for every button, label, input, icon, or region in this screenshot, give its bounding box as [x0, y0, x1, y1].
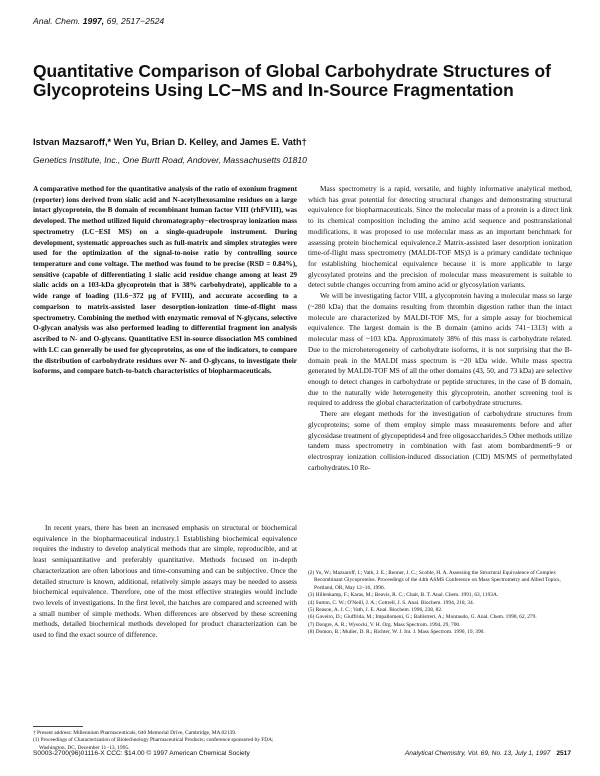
journal-year: 1997,	[82, 16, 105, 26]
page-number: 2517	[556, 750, 571, 757]
reference-item: (3) Hillenkamp, F.; Karas, M.; Beavis, R. C.; Chait, B. T. Anal. Chem. 1991, 63, 1193A.	[308, 592, 499, 599]
body-paragraph: We will be investigating factor VIII, a glycoprotein having a molecular mass so large (~280 kDa) that the domains resulting from thrombin digestion rather than the intact molecule are characterized by MALDI-TOF MS, for a simple assay for biochemical equivalence. The largest domain is the B domain (amino acids 741−1313) with a molecular mass of ~103 kDa. Approximately 38% of this mass is carbohydrate related. Due to the microheterogeneity of carbohydrate isoforms, it is not surprising that the B-domain peak in the MALDI mass spectrum is ~20 kDa wide. While mass spectra generated by MALDI-TOF MS of all the other domains (43, 50, and 73 kDa) are selective enough to detect changes in carbohydrate or peptide structures, in the case of B domain, due to the naturally wide heterogeneity this glycoprotein, another screening tool is required to address the global characterization of carbohydrate structures.	[308, 291, 572, 408]
reference-item: (7) Dongre, A. R.; Wysocki, V. H. Org. Mass Spectrom. 1994, 29, 700.	[308, 621, 461, 628]
reference-item: (5) Reason, A. J. C.; Vath, J. E. Anal. Biochem. 1996, 238, 82.	[308, 607, 443, 614]
reference-item: (6) Gaveiro, D.; Giuffrida, M.; Impallomeni, G.; Ballistreri, A.; Montaudo, G. Anal. Chem. 1990, 62, 279.	[308, 614, 537, 621]
footnote: † Present address: Millennium Pharmaceuticals, 640 Memorial Drive, Cambridge, MA 02139.	[33, 730, 237, 736]
right-column-body	[308, 184, 572, 473]
abstract: A comparative method for the quantitative analysis of the ratio of oxonium fragment (reporter) ions derived from sialic acid and N-acetylhexosamine residues on a large intact glycoprotein, the B domain of recombinant human factor VIII (rhFVIII), was developed. The method utilized liquid chromatography−electrospray ionization mass spectrometry (LC−ESI MS) on a single-quadrupole instrument. During development, systematic approaches such as full-matrix and simplex strategies were used for the optimization of the signal-to-noise ratio by controlling source temperature and cone voltage. The method was found to be precise (RSD = 0.84%), sensitive (capable of differentiating 1 sialic acid residue change among at least 29 sialic acids on a 103-kDa glycoprotein that is 38% carbohydrate), applicable to a wide range of loading (11.6−372 μg of FVIII), and accurate according to a comparison to matrix-assisted laser desorption-ionization time-of-flight mass spectrometry. Combining the method with enzymatic removal of N-glycans, selective O-glycan analysis was also performed leading to differential fragment ion analysis ascribed to N- and O-glycans. Quantitative ESI in-source dissociation MS combined with LC can generally be used for glycoproteins, as one of the indicators, to compare the distribution of carbohydrate residues over N- and O-glycans, to investigate their isoforms, and compare batch-to-batch characteristics of biopharmaceuticals.	[33, 184, 297, 376]
footer-journal	[330, 750, 571, 757]
affiliation: Genetics Institute, Inc., One Burtt Road, Andover, Massachusetts 01810	[33, 155, 307, 165]
body-paragraph: Mass spectrometry is a rapid, versatile, and highly informative analytical method, which has great potential for detecting structural changes and demonstrating structural equivalence for biopharmaceuticals. Since the molecular mass of a protein is a direct link to its chemical composition including the amino acid sequence and posttranslational modifications, it was proposed to use molecular mass as an important benchmark for assessing protein biochemical equivalence.2 Matrix-assisted laser desorption ionization time-of-flight mass spectrometry (MALDI-TOF MS)3 is a primary candidate technique for establishing biochemical equivalence because it is more applicable to large glycosylated proteins and the precision of molecular mass measurement is suitable to detect subtle changes occurring from amino acid or glycosylation variants.	[308, 184, 572, 290]
intro-paragraph: In recent years, there has been an increased emphasis on structural or biochemical equivalence in the biopharmaceutical industry.1 Establishing biochemical equivalence requires the industry to develop analytical methods that are simple, reproducible, and at least semiquantitative and preferably quantitative. Methods focused on in-depth characterization are often laborious and time-consuming and can be subjective. Once the detailed structure is known, additional, relatively simple assays may be needed to assess biochemical equivalence. Therefore, one of the most effective strategies would include two levels of investigations. In the first level, the batches are compared and screened with a small number of simple methods. When differences are observed by these screening methods, detailed biochemical methods developed for product characterization can be used to find the exact source of difference.	[33, 523, 297, 640]
copyright-line: S0003-2700(96)01116-X CCC: $14.00 © 1997 American Chemical Society	[33, 750, 250, 757]
journal-pages: 2517−2524	[120, 16, 165, 26]
footnote-divider	[33, 726, 83, 727]
reference-list	[308, 570, 572, 637]
journal-volume: 69,	[106, 16, 119, 26]
journal-header	[33, 16, 164, 26]
left-footnotes	[33, 730, 297, 752]
footnote: (1) Proceedings of Characterization of Biotechnology Pharmaceutical Products; conference sponsored by FDA; Washington, DC, December 11−13, 1995.	[33, 737, 274, 751]
footer-citation: Analytical Chemistry, Vol. 69, No. 13, July 1, 1997	[404, 750, 551, 757]
journal-name: Anal. Chem.	[33, 16, 81, 26]
reference-item: (2) Yu, W.; Mazsaroff, I.; Vath, J. E.; Renner, J. C.; Scoble, H. A. Assessing the Structural Equivalence of Complex Recombinant Glycoproteins. Proceedings of the 44th ASMS Conference on Mass Spectrometry and Allied Topics, Portland, OR, May 12−16, 1996.	[308, 570, 561, 591]
author-list: Istvan Mazsaroff,* Wen Yu, Brian D. Kelley, and James E. Vath†	[33, 137, 307, 147]
reference-item: (4) Sutton, C. W.; O'Neill, J. A.; Cottrell, J. S. Anal. Biochem. 1994, 218, 34.	[308, 599, 474, 606]
reference-item: (8) Domon, B.; Muller, D. R.; Richter, W. J. Int. J. Mass Spectrom. 1990, 19, 390.	[308, 629, 485, 636]
body-paragraph: There are elegant methods for the investigation of carbohydrate structures from glycoproteins; some of them employ simple mass measurements before and after glycosidase treatment of glycopeptides4 and free oligosaccharides.5 Other methods utilize tandem mass spectrometry in combination with fast atom bombardment6−9 or electrospray ionization collision-induced dissociation (CID) MS/MS of permethylated carbohydrates.10 Re-	[308, 409, 572, 472]
paper-title: Quantitative Comparison of Global Carbohydrate Structures of Glycoproteins Using LC−MS and In-Source Fragmentation	[33, 61, 551, 100]
